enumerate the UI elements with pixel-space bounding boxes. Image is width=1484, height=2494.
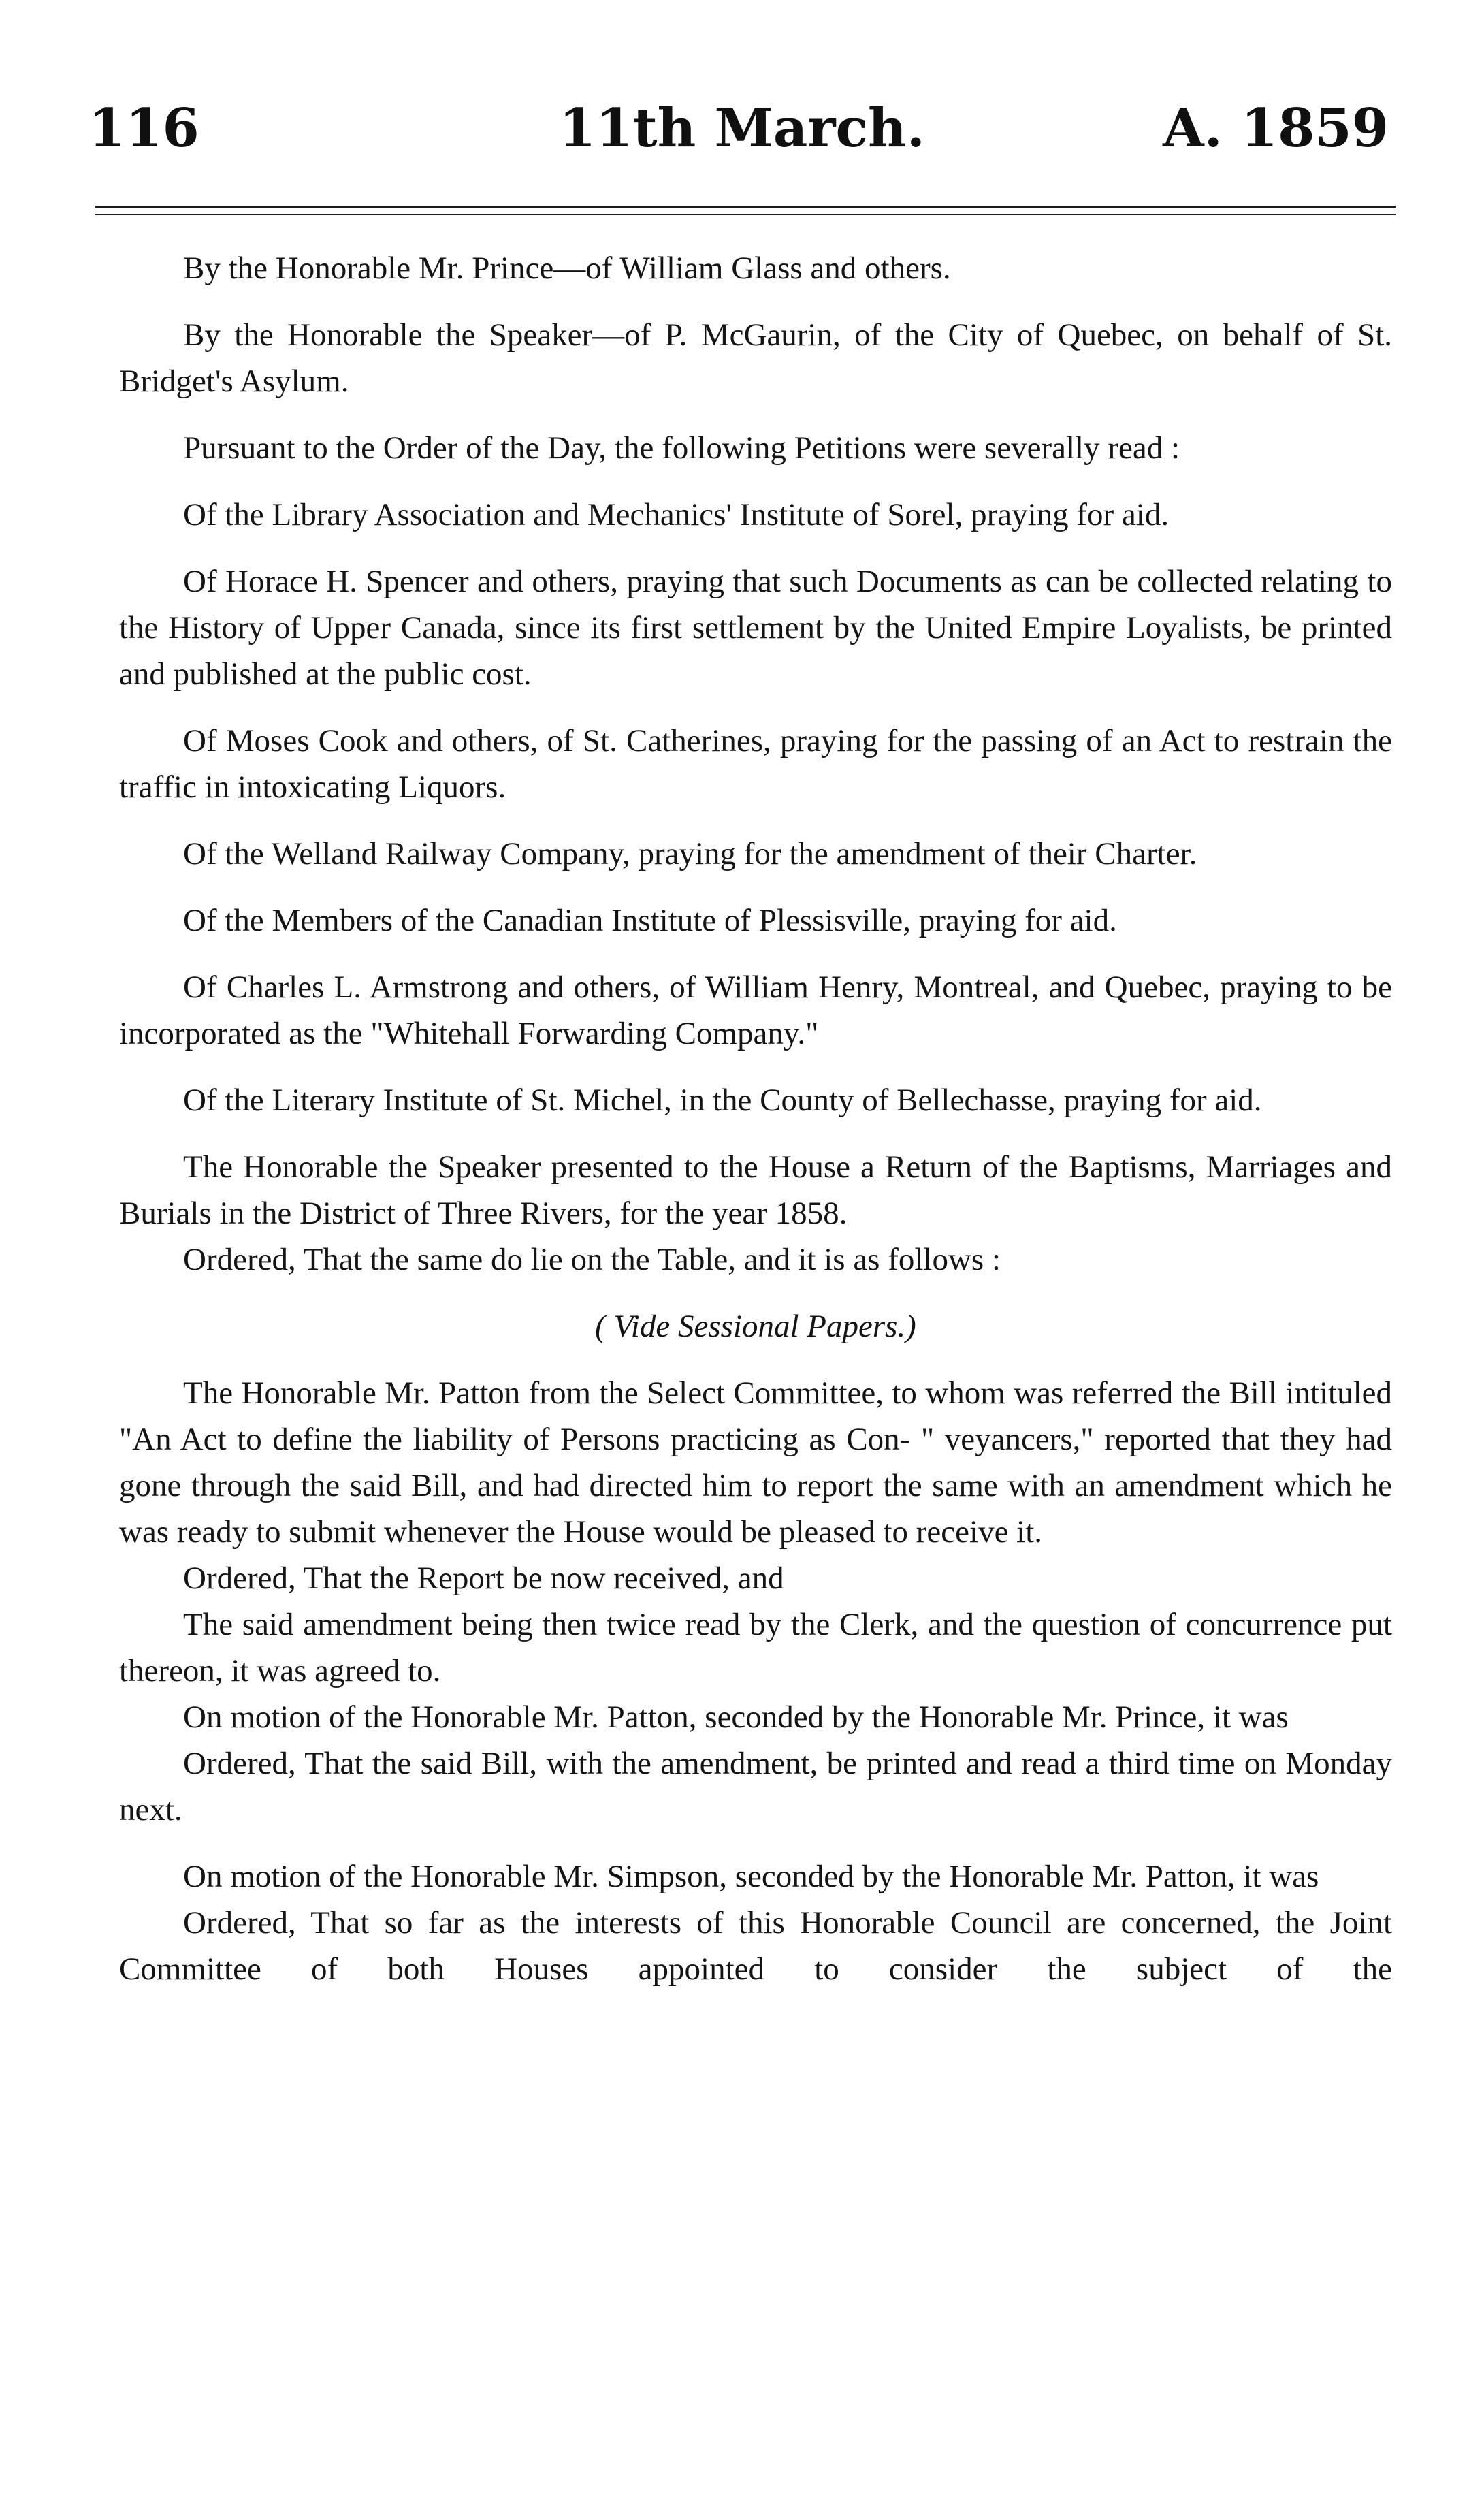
paragraph: Of Moses Cook and others, of St. Catherines, praying for the passing of an Act to restrain the traffic in intoxicating Liquors. xyxy=(119,723,1392,805)
paragraph: Of Horace H. Spencer and others, praying that such Documents as can be collected relating to the History of Upper Canada, since its first settlement by the United Empire Loyalists, be printed and published at the public cost. xyxy=(119,564,1392,692)
page-date: 11th March. xyxy=(559,97,925,159)
paragraph: Of the Literary Institute of St. Michel, in the County of Bellechasse, praying for aid. xyxy=(183,1083,1262,1118)
paragraph: The Honorable the Speaker presented to the House a Return of the Baptisms, Marriages and Burials in the District of Three Rivers, for the year 1858. xyxy=(119,1149,1392,1231)
page-year: A. 1859 xyxy=(1163,97,1389,159)
paragraph: Of the Welland Railway Company, praying for the amendment of their Charter. xyxy=(183,836,1197,872)
header-rule xyxy=(95,206,1396,208)
paragraph: By the Honorable Mr. Prince—of William Glass and others. xyxy=(183,251,951,286)
paragraph: On motion of the Honorable Mr. Patton, seconded by the Honorable Mr. Prince, it was xyxy=(183,1699,1289,1735)
paragraph: Of Charles L. Armstrong and others, of William Henry, Montreal, and Quebec, praying to be incorporated as the "Whitehall Forwarding Company." xyxy=(119,970,1392,1051)
paragraph: The said amendment being then twice read by the Clerk, and the question of concurrence put thereon, it was agreed to. xyxy=(119,1607,1392,1689)
paragraph: Pursuant to the Order of the Day, the following Petitions were severally read : xyxy=(183,430,1180,466)
page-header xyxy=(0,97,1484,184)
paragraph-vide: ( Vide Sessional Papers.) xyxy=(595,1309,916,1344)
paragraph: Ordered, That so far as the interests of this Honorable Council are concerned, the Joint Committee of both Houses appointed to consider the subject of the xyxy=(119,1905,1392,1987)
paragraph: Of the Members of the Canadian Institute of Plessisville, praying for aid. xyxy=(183,903,1117,938)
paragraph: Ordered, That the same do lie on the Table, and it is as follows : xyxy=(183,1242,1001,1277)
paragraph: Ordered, That the said Bill, with the amendment, be printed and read a third time on Monday next. xyxy=(119,1746,1392,1827)
page-number: 116 xyxy=(88,97,199,159)
paragraph: By the Honorable the Speaker—of P. McGaurin, of the City of Quebec, on behalf of St. Bridget's Asylum. xyxy=(119,317,1392,399)
header-rule-thin xyxy=(95,214,1396,215)
paragraph: On motion of the Honorable Mr. Simpson, seconded by the Honorable Mr. Patton, it was xyxy=(183,1859,1319,1894)
paragraph: Ordered, That the Report be now received, and xyxy=(183,1561,784,1596)
paragraph: Of the Library Association and Mechanics' Institute of Sorel, praying for aid. xyxy=(183,497,1170,532)
paragraph: The Honorable Mr. Patton from the Select Committee, to whom was referred the Bill intituled "An Act to define the liability of Persons practicing as Con- " veyancers," reported that they had gone through the said Bill, and had directed him to report the same with an amendment which he was ready to submit whenever the House would be pleased to receive it. xyxy=(119,1375,1392,1550)
document-body xyxy=(119,245,1392,1992)
